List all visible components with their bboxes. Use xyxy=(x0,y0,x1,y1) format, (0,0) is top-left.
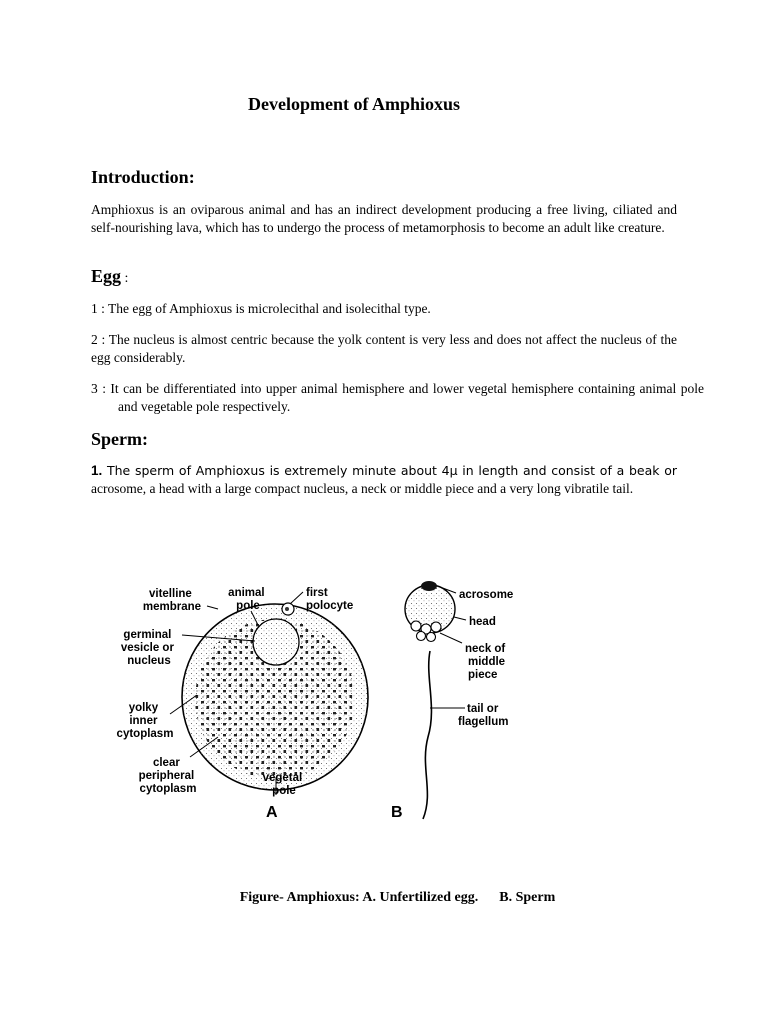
sperm-text-sans: The sperm of Amphioxus is extremely minute about 4μ in length and consist of a beak or xyxy=(102,463,677,478)
panel-a-label: A xyxy=(266,804,278,821)
acrosome-shape xyxy=(421,581,437,591)
egg-point-2: 2 : The nucleus is almost centric because the yolk content is very less and does not affect the nucleus of the egg considerably. xyxy=(91,332,677,365)
clear-label: clear peripheral cytoplasm xyxy=(138,757,197,795)
egg-heading-label: Egg xyxy=(91,266,122,286)
introduction-text: Amphioxus is an oviparous animal and has an indirect development producing a free living, ciliated and self-nourishing lava, which has to undergo the process of metamorphosis to become an adult like creature. xyxy=(91,202,677,235)
sperm-drawing xyxy=(405,581,455,819)
vegetal-label: vegetal pole xyxy=(262,772,303,797)
sperm-text xyxy=(91,462,677,498)
neck-leader xyxy=(440,633,462,643)
sperm-labels xyxy=(391,589,513,821)
germinal-vesicle-fill xyxy=(254,620,298,664)
egg-point-1: 1 : The egg of Amphioxus is microlecithal and isolecithal type. xyxy=(91,301,431,316)
introduction-heading: Introduction: xyxy=(91,167,195,187)
vitelline-label: vitelline membrane xyxy=(142,588,202,613)
neck-label: neck of middle piece xyxy=(465,643,506,681)
egg-heading-suffix: : xyxy=(121,271,129,286)
animal-pole-label: animal pole xyxy=(228,587,265,612)
amphioxus-figure xyxy=(90,557,550,842)
sperm-text-serif: acrosome, a head with a large compact nucleus, a neck or middle piece and a very long vibratile tail. xyxy=(91,481,634,496)
polocyte-nucleus xyxy=(285,607,289,611)
sperm-number: 1. xyxy=(91,463,103,478)
mitochondrion-1 xyxy=(411,621,421,631)
page-title: Development of Amphioxus xyxy=(247,94,460,114)
mitochondrion-5 xyxy=(427,633,436,642)
polocyte-leader xyxy=(290,592,303,604)
sperm-heading: Sperm: xyxy=(91,429,148,449)
egg-heading xyxy=(91,266,128,287)
mitochondrion-4 xyxy=(417,632,426,641)
panel-b-label: B xyxy=(391,804,403,821)
mitochondrion-3 xyxy=(431,622,441,632)
acrosome-label: acrosome xyxy=(459,589,514,601)
egg-drawing xyxy=(182,603,368,790)
first-polocyte-label: first polocyte xyxy=(306,587,354,612)
figure-caption: Figure- Amphioxus: A. Unfertilized egg. B. Sperm xyxy=(239,890,556,905)
egg-point-3: 3 : It can be differentiated into upper animal hemisphere and lower vegetal hemisphere containing animal pole and vegetable pole respectively. xyxy=(91,381,704,414)
flagellum-shape xyxy=(423,651,431,819)
yolky-label: yolky inner cytoplasm xyxy=(116,702,174,740)
vitelline-leader xyxy=(207,606,218,609)
head-leader xyxy=(454,617,466,620)
germinal-label: germinal vesicle or nucleus xyxy=(120,629,174,667)
head-label: head xyxy=(469,616,496,628)
tail-label: tail or flagellum xyxy=(458,703,509,728)
